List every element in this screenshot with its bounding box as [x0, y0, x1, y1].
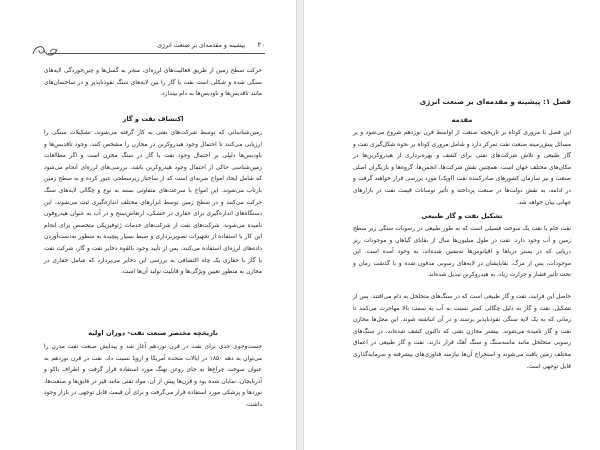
section-body-exploration: زمین‌شناسانی که توسط شرکت‌های نفتی به کار گرفته می‌شوند، تشکیلات سنگی را ارزیابی می‌کنند تا احتمال وجود هیدروکربن در مخازن را مشخص کنند. وجود تاقدیس‌ها و ناودیس‌ها دلیلی بر احتمال وجود نفت یا گاز در سنگ مخزن است و اگر مطالعات زمین‌شناسی حاکی از احتمال وجود هیدروکربن باشد، بررسی‌های لرزه‌ای انجام می‌شود که شامل ایجاد امواج ضربه‌ای است که از ساختار زیرسطحی عبور کرده و به سطح زمین بازتاب می‌شوند. این امواج با سرعت‌های متفاوتی بسته به نوع و چگالی لایه‌های سنگ حرکت می‌کنند و در سطح زمین توسط ابزارهای مختلف اندازه‌گیری ثبت می‌شوند. این دستگاه‌های اندازه‌گیری برای حفاری در خشکی، ارتعاش‌سنج و در آب به عنوان هیدروفون نامیده می‌شوند. شرکت‌های نفت از شرکت‌های خدمات ژئوفیزیکی متخصص برای انجام این کار با استفاده از تجهیزات تصویربرداری و ضبط بسیار پیچیده به منظور به‌دست‌آوردن داده‌های لرزه‌ای استفاده می‌کنند. پس از تأیید وجود بالقوه ذخایر نفت و گاز، شرکت نفت یا گاز با حفاری یک چاه اکتشافی به بررسی این ذخایر می‌پردازد که شامل حفاری در مخازن به منظور تعیین ویژگی‌ها و قابلیت تولید آن‌ها است.: [44, 130, 262, 276]
scroll-ornament-icon: [30, 40, 60, 60]
header-rule: [48, 53, 265, 54]
chapter-title: فصل ۱: پیشینه و مقدمه‌ای بر صنعت انرژی: [419, 97, 571, 107]
section-heading-exploration: اکتشاف نفت و گاز: [122, 115, 184, 123]
book-gutter: [297, 0, 302, 450]
running-header: [30, 38, 265, 58]
section-body-formation-1: نفت خام یا نفت یک سوخت فسیلی است که به طور طبیعی در رسوبات سنگی زیر سطح زمین و آب وجود دارد. نفت در طول میلیون‌ها سال از بقایای گیاهان و موجودات ریز دریایی که در بستر دریاها و اقیانوس‌ها ته‌نشین شده‌اند، به وجود آمده است. این موجودات، پس از مرگ، بقایایشان در لایه‌های رسوبی مدفون شده و با گذشت زمان و تحت تأثیر فشار و حرارت زیاد، به هیدروکربن تبدیل شده‌اند.: [353, 226, 571, 279]
section-body-formation-2: حاصل این فرایند، نفت و گاز طبیعی است که در سنگ‌های متخلخل به دام می‌افتند. پس از تشکیل، نفت و گاز به دلیل چگالی کمتر نسبت به آب به سمت بالا مهاجرت می‌کنند تا زمانی که به یک لایه سنگی نفوذناپذیر برسند و در آن انباشته شوند. این محل‌ها مخازن نفت و گاز نامیده می‌شوند. بیشتر مخازن نفتی که تاکنون کشف شده‌اند، در سنگ‌های رسوبی متخلخل مانند ماسه‌سنگ و سنگ آهک قرار دارند. نفت و گاز طبیعی در اعماق مختلف زمین یافت می‌شوند و استخراج آن‌ها نیازمند فناوری‌های پیشرفته و سرمایه‌گذاری قابل توجهی است.: [353, 294, 571, 370]
section-body-intro: این فصل با مروری کوتاه بر تاریخچه صنعت از اواسط قرن نوزدهم شروع می‌شود و بر مسائل پیش‌زمینه صنعت نفت تمرکز دارد و شامل مروری کوتاه بر نحوه شکل‌گیری نفت و گاز طبیعی و تلاش شرکت‌های نفتی برای کشف و بهره‌برداری از هیدروکربن‌ها در مکان‌های مختلف جهان است. همچنین نقش شرکت‌ها، انجمن‌ها، گروه‌ها و بازیگران اصلی صنعت و نیز سازمان کشورهای صادرکننده نفت (اوپک) مورد بررسی قرار خواهند گرفت و در ادامه، به نقش دولت‌ها در صنعت پرداخته و تأثیر نوسانات قیمت نفت در بازارهای جهانی بیان خواهد شد.: [353, 130, 571, 206]
section-body-history: جست‌وجوی جدی برای نفت در قرن نوزدهم آغاز شد و پیدایش صنعت نفت مدرن را می‌توان به دهه ۱۸۵۰ در ایالات متحده آمریکا و اروپا نسبت داد. نفت در قرن نوزدهم به عنوان سوخت چراغ‌ها به جای روغن نهنگ مورد استفاده قرار گرفت و اطراف باکو و آذربایجان، نمایان شده بود و قرن‌ها پیش از آن، مواد نفتی مانند قیر در قایق‌ها و صنعت‌ها، نوردها و پزشکی مورد استفاده قرار می‌گرفت و برای آن قیمت قابل توجهی در بازار وجود داشت.: [44, 344, 262, 408]
left-page: [0, 0, 297, 450]
page-number: ۲۰: [257, 41, 265, 49]
intro-paragraph: حرکت سطح زمین از طریق فعالیت‌های لرزه‌ای، منجر به گسل‌ها و چین‌خوردگی لایه‌های سنگی شده و شکلی است نفت یا گاز را بین لایه‌های سنگ نفوذناپذیر و در ساختمان‌های مانند تاقدیس‌ها و ناودیس‌ها به دام بیندازد.: [44, 68, 262, 98]
right-page: [303, 0, 600, 450]
section-heading-formation: تشکیل نفت و گاز طبیعی: [421, 212, 503, 220]
section-heading-history: تاریخچه مختصر صنعت نفت- دوران اولیه: [88, 329, 218, 337]
section-heading-intro: مقدمه: [451, 116, 473, 124]
running-title: پیشینه و مقدمه‌ای بر صنعت انرژی: [157, 42, 245, 49]
